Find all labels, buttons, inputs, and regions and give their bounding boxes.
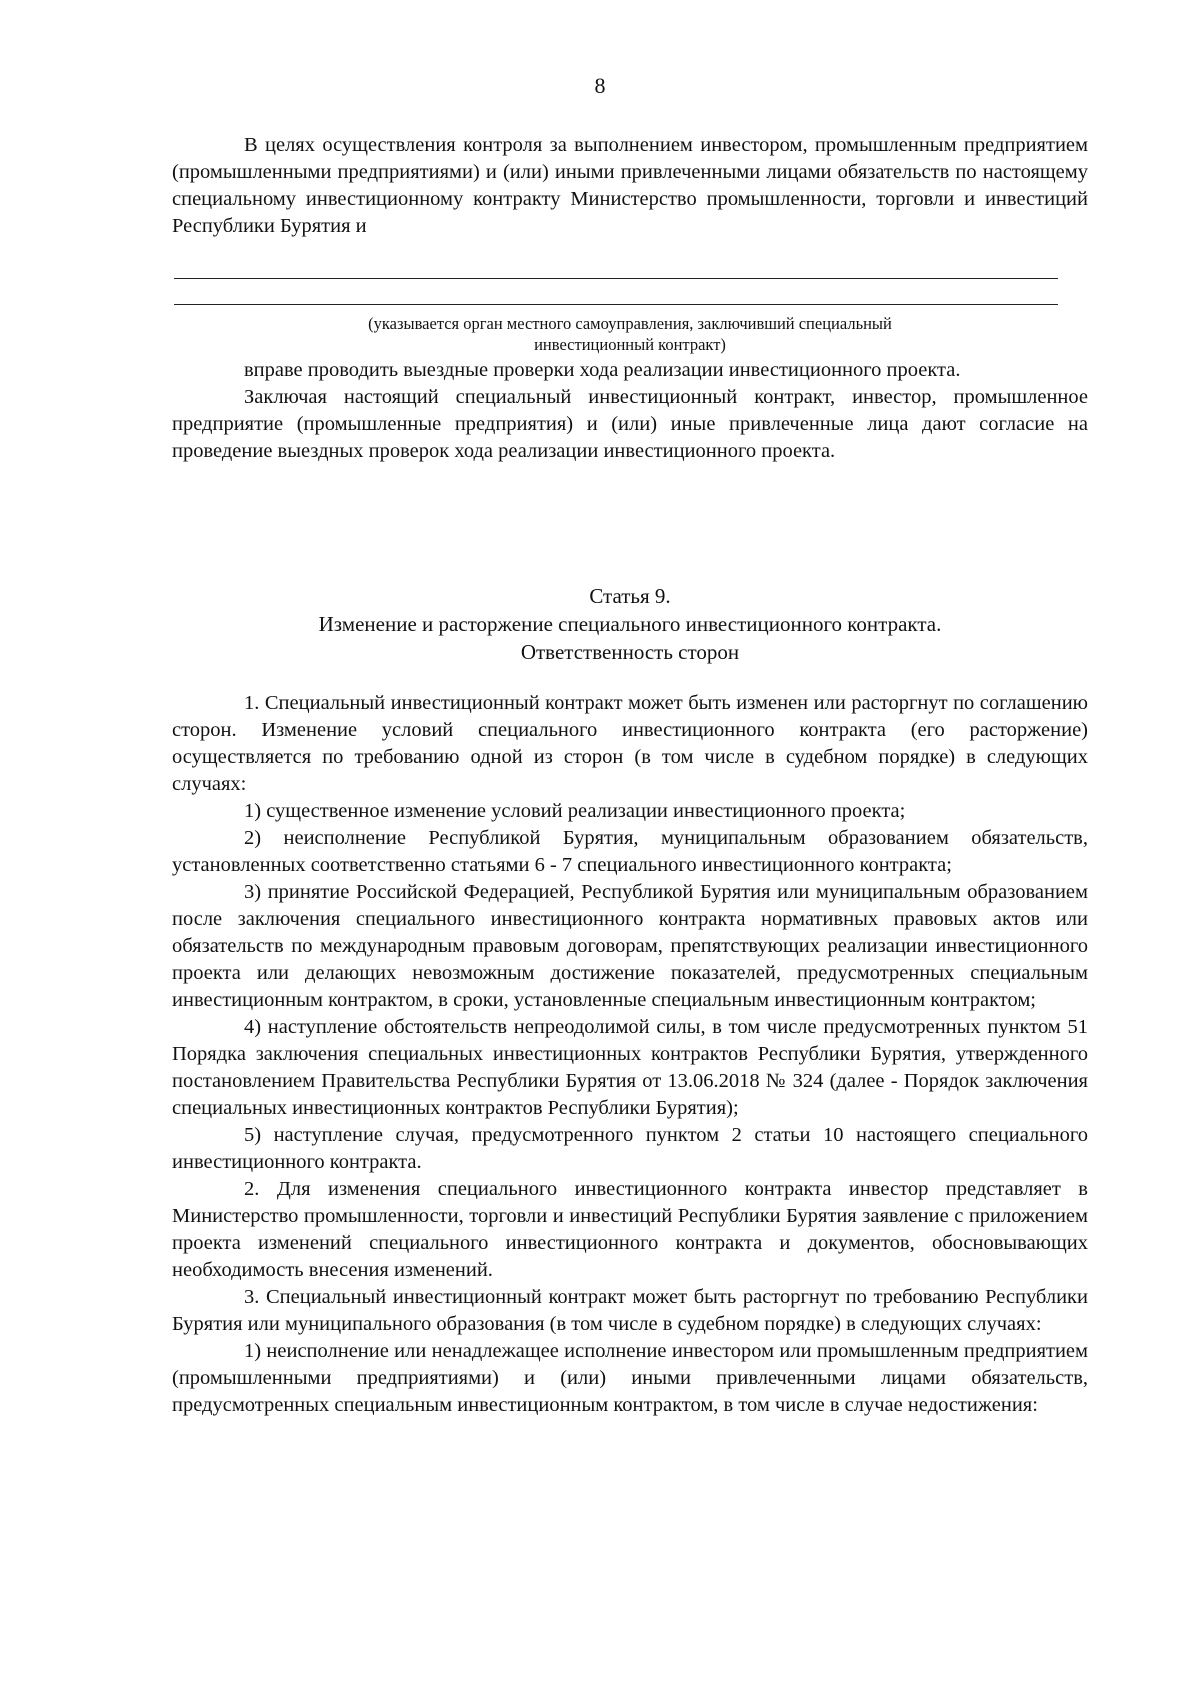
article-number: Статья 9. — [589, 584, 671, 608]
caption-line-1: (указывается орган местного самоуправления, заключивший специальный — [368, 314, 892, 333]
blank-line-2 — [174, 304, 1058, 305]
article-title-line-1: Изменение и расторжение специального инвестиционного контракта. — [318, 612, 942, 636]
paragraph-2: 2. Для изменения специального инвестиционного контракта инвестор представляет в Министерство промышленности, торговли и инвестиций Республики Бурятия заявление с приложением проекта изменений специального инвестиционного контракта и документов, обосновывающих необходимость внесения изменений. — [172, 1178, 1088, 1281]
blank-line-1 — [174, 278, 1058, 279]
checks-paragraph: вправе проводить выездные проверки хода реализации инвестиционного проекта. — [244, 359, 961, 381]
consent-paragraph: Заключая настоящий специальный инвестиционный контракт, инвестор, промышленное предприятие (промышленные предприятия) и (или) иные привлеченные лица дают согласие на проведение выездных проверок хода реализации инвестиционного проекта. — [172, 386, 1088, 462]
article-heading — [172, 582, 1088, 666]
paragraph-1: 1. Специальный инвестиционный контракт может быть изменен или расторгнут по соглашению сторон. Изменение условий специального инвестиционного контракта (его расторжение) осуществляется по требованию одной из сторон (в том числе в судебном порядке) в следующих случаях: — [172, 692, 1088, 795]
page-number: 8 — [594, 73, 606, 98]
blank-line-caption — [172, 313, 1088, 355]
list-item-1-1: 1) существенное изменение условий реализации инвестиционного проекта; — [244, 800, 906, 822]
checks-consent-block — [172, 357, 1088, 465]
article-title-line-2: Ответственность сторон — [520, 640, 740, 664]
list-item-1-5: 5) наступление случая, предусмотренного пунктом 2 статьи 10 настоящего специального инвестиционного контракта. — [172, 1124, 1088, 1173]
article-body — [172, 690, 1088, 1419]
list-item-1-4: 4) наступление обстоятельств непреодолимой силы, в том числе предусмотренных пунктом 51 Порядка заключения специальных инвестиционных контрактов Республики Бурятия, утвержденного постановлением Правительства Республики Бурятия от 13.06.2018 № 324 (далее - Порядок заключения специальных инвестиционных контрактов Республики Бурятия); — [172, 1016, 1088, 1119]
list-item-1-3: 3) принятие Российской Федерацией, Республикой Бурятия или муниципальным образованием после заключения специального инвестиционного контракта нормативных правовых актов или обязательств по международным правовым договорам, препятствующих реализации инвестиционного проекта или делающих невозможным достижение показателей, предусмотренных специальным инвестиционным контрактом, в сроки, установленные специальным инвестиционным контрактом; — [172, 881, 1088, 1011]
list-item-1-2: 2) неисполнение Республикой Бурятия, муниципальным образованием обязательств, установленных соответственно статьями 6 - 7 специального инвестиционного контракта; — [172, 827, 1088, 876]
caption-line-2: инвестиционный контракт) — [534, 335, 726, 354]
intro-paragraph: В целях осуществления контроля за выполнением инвестором, промышленным предприятием (промышленными предприятиями) и (или) иными привлеченными лицами обязательств по настоящему специальному инвестиционному контракту Министерство промышленности, торговли и инвестиций Республики Бурятия и — [172, 134, 1088, 237]
intro-paragraph-block — [172, 132, 1088, 240]
paragraph-3: 3. Специальный инвестиционный контракт может быть расторгнут по требованию Республики Бурятия или муниципального образования (в том числе в судебном порядке) в следующих случаях: — [172, 1286, 1088, 1335]
list-item-3-1: 1) неисполнение или ненадлежащее исполнение инвестором или промышленным предприятием (промышленными предприятиями) и (или) иными привлеченными лицами обязательств, предусмотренных специальным инвестиционным контрактом, в том числе в случае недостижения: — [172, 1340, 1088, 1416]
